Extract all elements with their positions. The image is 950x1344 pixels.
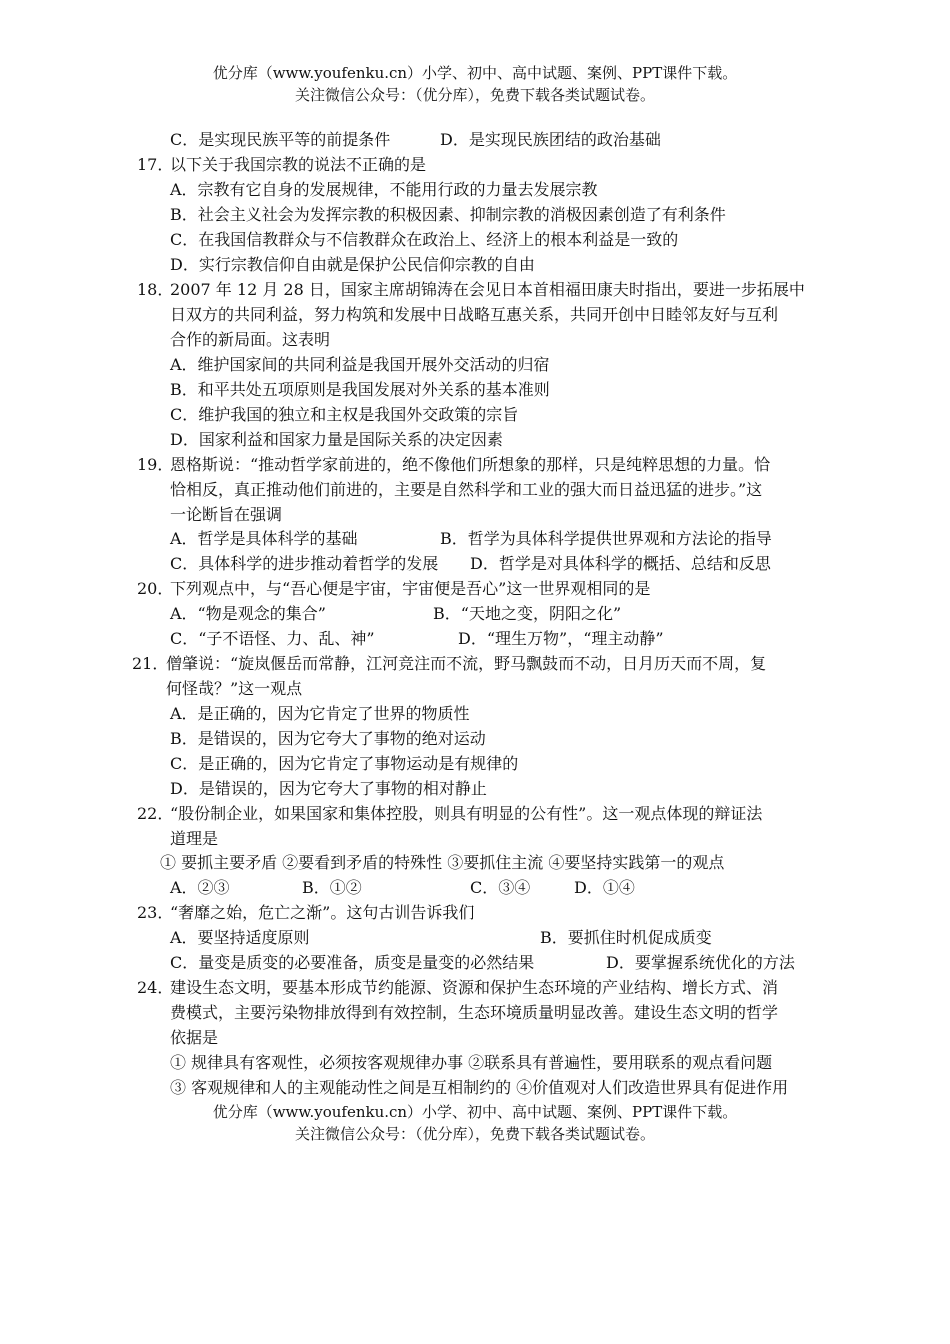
page-header (0, 62, 950, 106)
q23-option-a: A．要坚持适度原则 (170, 928, 310, 947)
q24-stem-line-2: 费模式，主要污染物排放得到有效控制，生态环境质量明显改善。建设生态文明的哲学 (170, 1003, 779, 1022)
q22-stem-line-1: “股份制企业，如果国家和集体控股，则具有明显的公有性”。这一观点体现的辩证法 (170, 804, 763, 823)
q18-option-d: D．国家利益和国家力量是国际关系的决定因素 (170, 430, 503, 449)
q22-number: 22． (137, 804, 174, 823)
header-line-2: 关注微信公众号：（优分库），免费下载各类试题试卷。 (294, 86, 655, 104)
q17-number: 17． (137, 155, 174, 174)
q23-number: 23． (137, 903, 174, 922)
q19-option-b: B．哲学为具体科学提供世界观和方法论的指导 (440, 529, 772, 548)
q19-option-c: C．具体科学的进步推动着哲学的发展 (170, 554, 439, 573)
q21-option-b: B．是错误的，因为它夸大了事物的绝对运动 (170, 729, 486, 748)
q21-option-d: D．是错误的，因为它夸大了事物的相对静止 (170, 779, 487, 798)
q20-number: 20． (137, 579, 174, 598)
q21-number: 21． (132, 654, 169, 673)
q17-option-c: C．在我国信教群众与不信教群众在政治上、经济上的根本利益是一致的 (170, 230, 679, 249)
q17-option-d: D．实行宗教信仰自由就是保护公民信仰宗教的自由 (170, 255, 535, 274)
q18-stem-line-2: 日双方的共同利益，努力构筑和发展中日战略互惠关系，共同开创中日睦邻友好与互利 (170, 305, 779, 324)
q22-option-d: D．①④ (574, 878, 635, 897)
header-line-1: 优分库（www.youfenku.cn）小学、初中、高中试题、案例、PPT课件下载。 (212, 64, 738, 82)
q17-option-b: B．社会主义社会为发挥宗教的积极因素、抑制宗教的消极因素创造了有利条件 (170, 205, 726, 224)
q21-option-c: C．是正确的，因为它肯定了事物运动是有规律的 (170, 754, 519, 773)
q20-option-b: B．“天地之变，阴阳之化” (433, 604, 622, 623)
q19-stem-line-3: 一论断旨在强调 (170, 505, 283, 524)
q24-item-line-2: ③ 客观规律和人的主观能动性之间是互相制约的 ④价值观对人们改造世界具有促进作用 (170, 1078, 789, 1097)
q23-option-c: C．量变是质变的必要准备，质变是量变的必然结果 (170, 953, 535, 972)
q21-stem-line-2: 何怪哉？”这一观点 (166, 679, 303, 698)
q20-stem: 下列观点中，与“吾心便是宇宙，宇宙便是吾心”这一世界观相同的是 (170, 579, 651, 598)
q19-number: 19． (137, 455, 174, 474)
q24-stem-line-1: 建设生态文明，要基本形成节约能源、资源和保护生态环境的产业结构、增长方式、消 (170, 978, 779, 997)
q19-option-d: D．哲学是对具体科学的概括、总结和反思 (470, 554, 771, 573)
q23-option-d: D．要掌握系统优化的方法 (606, 953, 795, 972)
q22-stem-line-2: 道理是 (170, 829, 219, 848)
q22-items: ① 要抓主要矛盾 ②要看到矛盾的特殊性 ③要抓住主流 ④要坚持实践第一的观点 (160, 853, 725, 872)
q17-option-a: A．宗教有它自身的发展规律，不能用行政的力量去发展宗教 (170, 180, 598, 199)
q18-option-b: B．和平共处五项原则是我国发展对外关系的基本准则 (170, 380, 550, 399)
footer-line-1: 优分库（www.youfenku.cn）小学、初中、高中试题、案例、PPT课件下载。 (212, 1103, 738, 1121)
q18-option-c: C．维护我国的独立和主权是我国外交政策的宗旨 (170, 405, 519, 424)
q18-option-a: A．维护国家间的共同利益是我国开展外交活动的归宿 (170, 355, 550, 374)
q23-stem: “奢靡之始，危亡之渐”。这句古训告诉我们 (170, 903, 475, 922)
q23-option-b: B．要抓住时机促成质变 (540, 928, 712, 947)
q18-number: 18． (137, 280, 174, 299)
q24-number: 24． (137, 978, 174, 997)
q20-option-d: D．“理生万物”，“理主动静” (458, 629, 664, 648)
q19-stem-line-2: 恰相反，真正推动他们前进的，主要是自然科学和工业的强大而日益迅猛的进步。”这 (170, 480, 763, 499)
q16-option-d: D．是实现民族团结的政治基础 (440, 130, 661, 149)
q21-stem-line-1: 僧肇说：“旋岚偃岳而常静，江河竞注而不流，野马飘鼓而不动，日月历天而不周，复 (166, 654, 767, 673)
q24-item-line-1: ① 规律具有客观性，必须按客观规律办事 ②联系具有普遍性，要用联系的观点看问题 (170, 1053, 773, 1072)
q22-option-c: C．③④ (470, 878, 531, 897)
q22-option-b: B．①② (302, 878, 362, 897)
q17-stem: 以下关于我国宗教的说法不正确的是 (170, 155, 427, 174)
q18-stem-line-1: 2007 年 12 月 28 日，国家主席胡锦涛在会见日本首相福田康夫时指出，要进一步拓展中 (170, 280, 805, 299)
q22-option-a: A．②③ (170, 878, 230, 897)
q24-stem-line-3: 依据是 (170, 1028, 219, 1047)
q21-option-a: A．是正确的，因为它肯定了世界的物质性 (170, 704, 470, 723)
q18-stem-line-3: 合作的新局面。这表明 (170, 330, 331, 349)
q20-option-c: C．“子不语怪、力、乱、神” (170, 629, 375, 648)
page-footer (0, 1101, 950, 1145)
q20-option-a: A．“物是观念的集合” (170, 604, 326, 623)
q16-option-c: C．是实现民族平等的前提条件 (170, 130, 391, 149)
q19-stem-line-1: 恩格斯说：“推动哲学家前进的，绝不像他们所想象的那样，只是纯粹思想的力量。恰 (170, 455, 771, 474)
footer-line-2: 关注微信公众号：（优分库），免费下载各类试题试卷。 (294, 1125, 655, 1143)
q19-option-a: A．哲学是具体科学的基础 (170, 529, 358, 548)
